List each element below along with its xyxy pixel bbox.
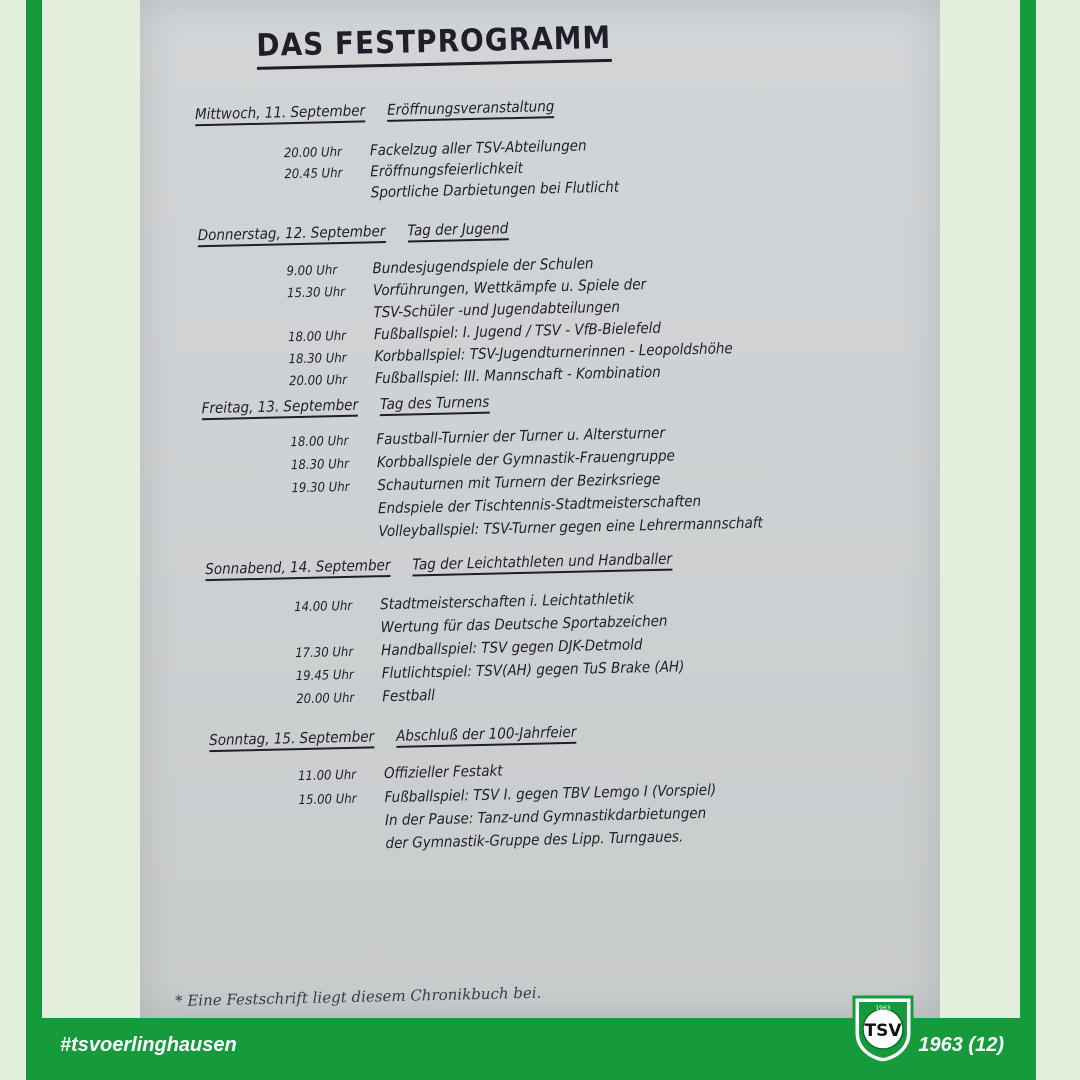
program-row	[284, 159, 523, 182]
row-text: Fackelzug aller TSV-Abteilungen	[369, 136, 587, 160]
tsv-club-logo-icon	[850, 993, 916, 1065]
day-header-freitag	[201, 393, 489, 418]
day-header-sonnabend	[205, 550, 672, 579]
day-date: Sonnabend, 14. September	[205, 556, 391, 581]
program-row	[296, 686, 435, 707]
logo-year: 1963	[875, 1005, 891, 1012]
row-text: Fußballspiel: III. Mannschaft - Kombination	[374, 362, 661, 388]
row-text: TSV-Schüler -und Jugendabteilungen	[373, 297, 621, 322]
row-time: 18.00 Uhr	[290, 433, 349, 451]
row-text: Volleyballspiel: TSV-Turner gegen eine Lehrermannschaft	[378, 513, 763, 541]
program-row	[294, 589, 634, 615]
festprogramm-page	[140, 0, 940, 1018]
row-text: Korbballspiele der Gymnastik-Frauengruppe	[376, 446, 676, 472]
program-row	[291, 446, 675, 473]
program-row	[292, 514, 763, 543]
row-text: Flutlichtspiel: TSV(AH) gegen TuS Brake (AH)	[381, 657, 685, 683]
day-date: Donnerstag, 12. September	[198, 222, 386, 247]
row-text: Bundesjugendspiele der Schulen	[372, 254, 594, 278]
row-time: 18.30 Uhr	[288, 350, 347, 368]
row-text: Korbballspiel: TSV-Jugendturnerinnen - Leopoldshöhe	[374, 339, 733, 366]
day-header-mittwoch	[195, 97, 555, 123]
row-text: Sportliche Darbietungen bei Flutlicht	[370, 177, 620, 202]
day-date: Sonntag, 15. September	[209, 727, 374, 752]
document-photo	[140, 0, 940, 1018]
row-text: Endspiele der Tischtennis-Stadtmeisterschaften	[377, 491, 702, 518]
logo-letters: TSV	[864, 1021, 902, 1041]
row-time: 9.00 Uhr	[286, 263, 338, 280]
program-row	[291, 470, 660, 496]
day-date: Freitag, 13. September	[201, 396, 358, 421]
row-time: 20.00 Uhr	[296, 690, 355, 708]
program-row	[284, 136, 587, 161]
row-text: Stadtmeisterschaften i. Leichtathletik	[379, 589, 635, 614]
program-row	[298, 781, 716, 808]
program-row	[298, 761, 503, 784]
row-time	[285, 197, 371, 199]
program-row	[294, 612, 667, 638]
row-text: Festball	[382, 686, 436, 706]
row-text: Wertung für das Deutsche Sportabzeichen	[380, 611, 668, 637]
row-text: Eröffnungsfeierlichkeit	[370, 158, 524, 181]
year-page-label: 1963 (12)	[918, 1034, 1004, 1056]
row-time	[292, 513, 378, 515]
right-frame-stripe	[1020, 0, 1036, 1080]
row-text: Fußballspiel: I. Jugend / TSV - VfB-Bielefeld	[373, 318, 662, 344]
program-row	[287, 298, 620, 324]
row-time	[293, 536, 379, 538]
row-text: In der Pause: Tanz-und Gymnastikdarbietungen	[384, 803, 707, 830]
row-time	[295, 632, 381, 634]
row-text: Handballspiel: TSV gegen DJK-Detmold	[380, 635, 643, 660]
day-theme: Tag der Leichtathleten und Handballer	[412, 550, 672, 577]
program-row	[296, 657, 685, 684]
row-time: 20.45 Uhr	[284, 165, 343, 183]
row-time: 20.00 Uhr	[288, 372, 348, 390]
document-title: DAS FESTPROGRAMM	[256, 20, 612, 70]
program-row	[299, 804, 707, 831]
row-text: der Gymnastik-Gruppe des Lipp. Turngaues.	[385, 827, 684, 853]
day-theme: Tag der Jugend	[407, 219, 508, 242]
hashtag-label: #tsvoerlinghausen	[60, 1034, 237, 1056]
row-time: 18.30 Uhr	[290, 456, 350, 474]
day-date: Mittwoch, 11. September	[195, 101, 366, 126]
row-time	[300, 848, 386, 850]
footnote: * Eine Festschrift liegt diesem Chronikbuch bei.	[174, 983, 542, 1010]
row-time: 19.45 Uhr	[295, 667, 354, 685]
row-time: 19.30 Uhr	[291, 479, 350, 497]
row-text: Fußballspiel: TSV I. gegen TBV Lemgo I (Vorspiel)	[384, 780, 717, 807]
row-time: 11.00 Uhr	[297, 767, 357, 785]
row-text: Schauturnen mit Turnern der Bezirksriege	[377, 469, 661, 495]
day-header-sonntag	[209, 723, 577, 749]
day-header-donnerstag	[198, 219, 509, 244]
row-time: 14.00 Uhr	[294, 598, 353, 616]
row-time	[299, 825, 385, 827]
row-time: 15.00 Uhr	[298, 791, 357, 809]
row-time	[288, 317, 374, 319]
program-row	[290, 424, 665, 450]
left-frame-stripe	[26, 0, 42, 1080]
program-row	[286, 254, 593, 279]
day-theme: Eröffnungsveranstaltung	[387, 97, 555, 122]
program-row	[285, 178, 620, 204]
row-time: 20.00 Uhr	[283, 144, 343, 162]
program-row	[292, 492, 702, 519]
program-row	[299, 827, 683, 854]
row-text: Vorführungen, Wettkämpfe u. Spiele der	[372, 275, 647, 300]
row-time: 18.00 Uhr	[287, 328, 347, 346]
row-text: Faustball-Turnier der Turner u. Altersturner	[376, 423, 666, 449]
day-theme: Tag des Turnens	[380, 393, 490, 416]
row-time: 15.30 Uhr	[286, 284, 346, 302]
day-theme: Abschluß der 100-Jahrfeier	[396, 723, 577, 748]
row-text: Offizieller Festakt	[383, 761, 503, 783]
program-row	[295, 635, 643, 661]
program-row	[289, 363, 661, 389]
row-time: 17.30 Uhr	[295, 644, 354, 662]
